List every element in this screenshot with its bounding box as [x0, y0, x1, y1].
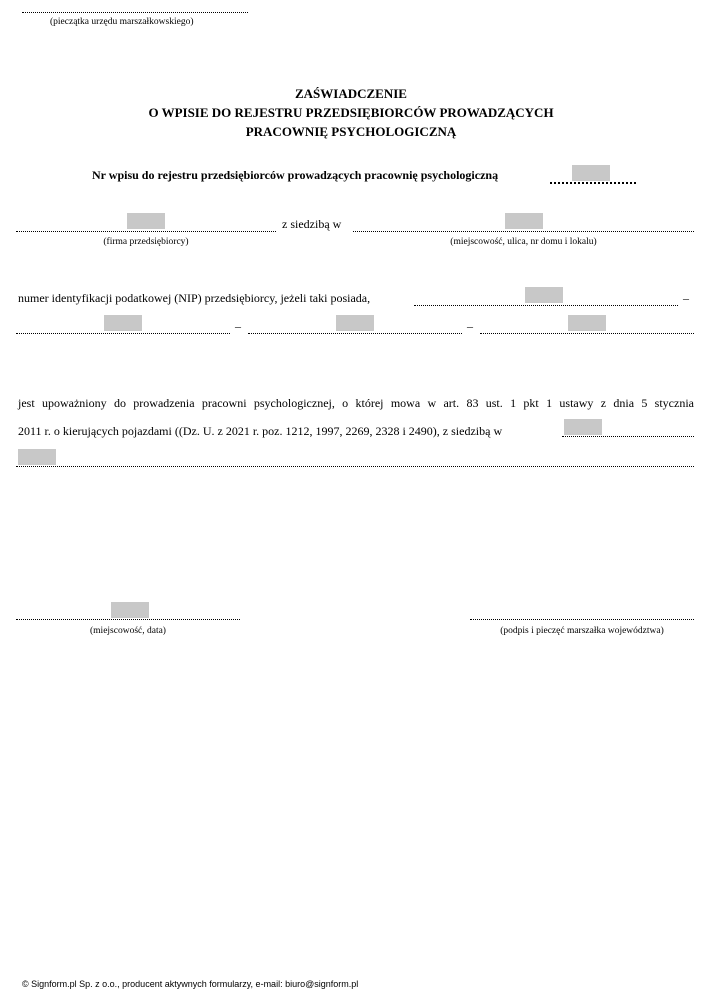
- registry-number-field[interactable]: [572, 165, 610, 181]
- authorization-line-2: 2011 r. o kierujących pojazdami ((Dz. U. z 2021 r. poz. 1212, 1997, 2269, 2328 i 2490), z siedzibą w: [18, 424, 503, 438]
- registry-number-label: Nr wpisu do rejestru przedsiębiorców prowadzących pracownię psychologiczną: [92, 168, 499, 182]
- title-line-1: ZAŚWIADCZENIE: [295, 86, 407, 101]
- nip-field-4[interactable]: [568, 315, 606, 331]
- address-field[interactable]: [505, 213, 543, 229]
- nip-line-2: [16, 333, 230, 334]
- nip-field-2[interactable]: [104, 315, 142, 331]
- authorization-seat-field-2[interactable]: [18, 449, 56, 465]
- nip-field-3[interactable]: [336, 315, 374, 331]
- place-date-label: (miejscowość, data): [90, 626, 166, 636]
- nip-label: numer identyfikacji podatkowej (NIP) przedsiębiorcy, jeżeli taki posiada,: [18, 291, 371, 305]
- registry-number-line: [550, 182, 636, 184]
- title-line-3: PRACOWNIĘ PSYCHOLOGICZNĄ: [245, 124, 457, 139]
- stamp-label: (pieczątka urzędu marszałkowskiego): [50, 17, 194, 27]
- nip-dash-2: –: [235, 319, 241, 333]
- nip-dash-1: –: [683, 291, 689, 305]
- address-label: (miejscowość, ulica, nr domu i lokalu): [450, 237, 597, 247]
- signature-label: (podpis i pieczęć marszałka województwa): [500, 626, 664, 636]
- signature-line: [470, 619, 694, 620]
- authorization-seat-line-1: [562, 436, 694, 437]
- firm-label: (firma przedsiębiorcy): [103, 237, 189, 247]
- document-title: [0, 84, 702, 141]
- nip-line-4: [480, 333, 694, 334]
- footer-text: © Signform.pl Sp. z o.o., producent aktywnych formularzy, e-mail: biuro@signform.pl: [22, 979, 359, 989]
- nip-field-1[interactable]: [525, 287, 563, 303]
- firm-name-field[interactable]: [127, 213, 165, 229]
- seat-text: z siedzibą w: [282, 217, 342, 231]
- place-date-line: [16, 619, 240, 620]
- firm-name-line: [16, 231, 276, 232]
- title-line-2: O WPISIE DO REJESTRU PRZEDSIĘBIORCÓW PROWADZĄCYCH: [148, 105, 554, 120]
- authorization-line-1: jest upoważniony do prowadzenia pracowni psychologicznej, o której mowa w art. 83 ust. 1 pkt 1 ustawy z dnia 5 stycznia: [18, 396, 694, 410]
- authorization-seat-field-1[interactable]: [564, 419, 602, 435]
- place-date-field[interactable]: [111, 602, 149, 618]
- nip-line-3: [248, 333, 462, 334]
- nip-dash-3: –: [467, 319, 473, 333]
- authorization-seat-line-2: [16, 466, 694, 467]
- address-line: [353, 231, 694, 232]
- nip-line-1: [414, 305, 678, 306]
- stamp-line: [22, 12, 248, 13]
